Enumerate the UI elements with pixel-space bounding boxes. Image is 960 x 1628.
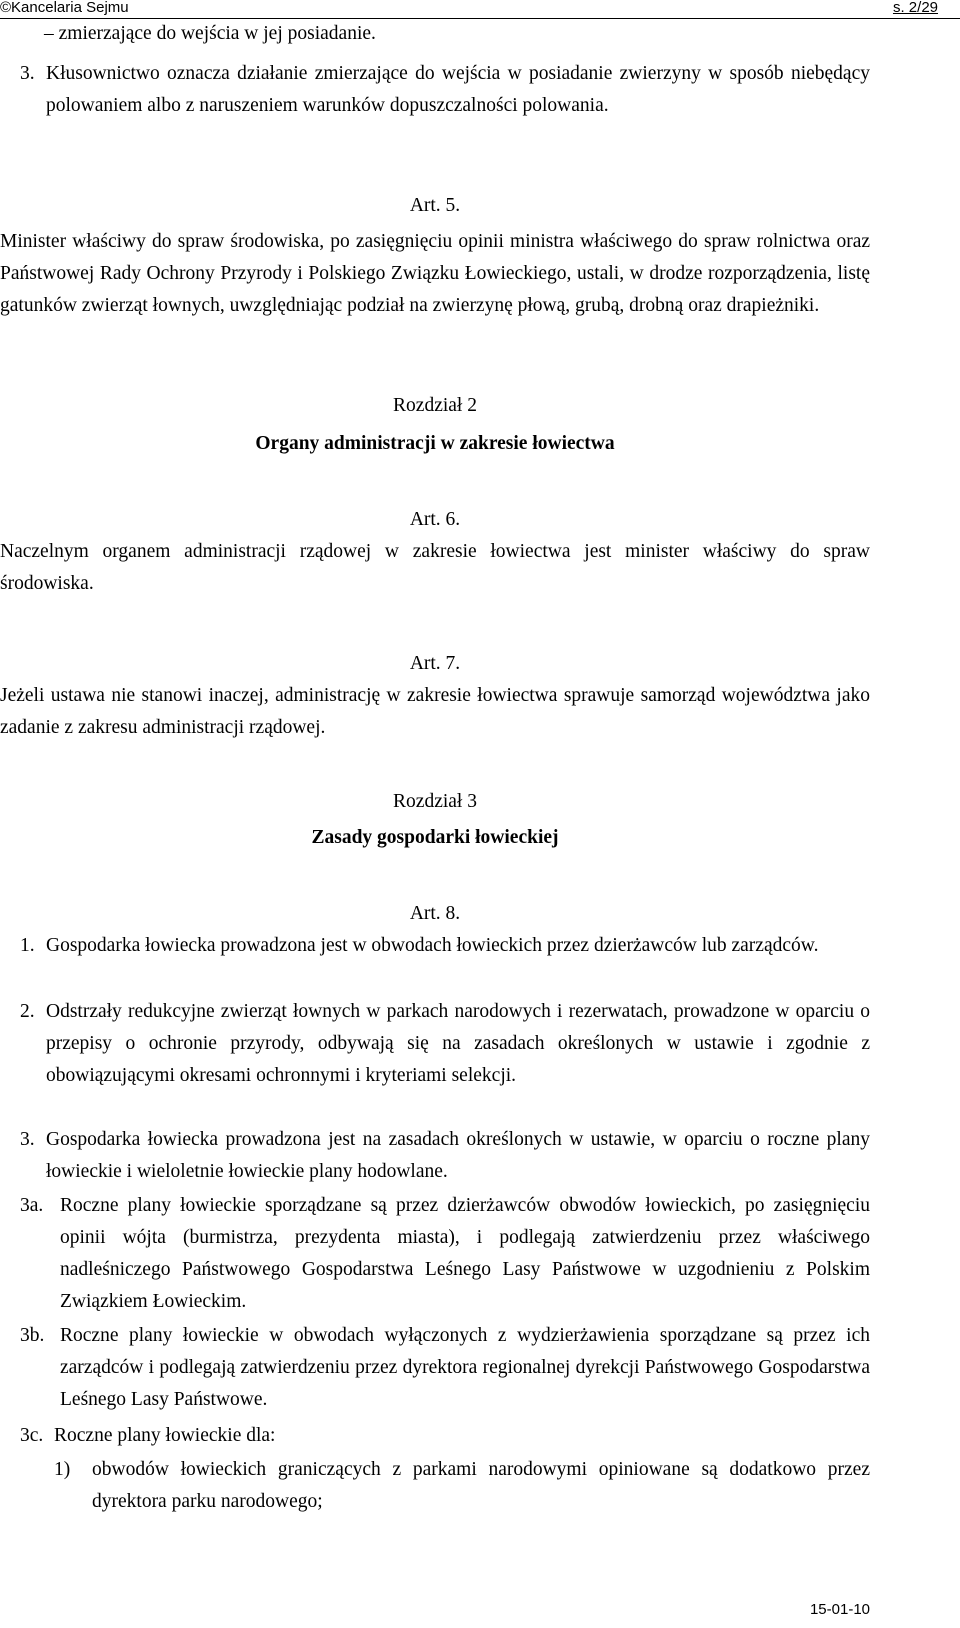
subitem-number: 1) [54,1459,71,1480]
intro-item-3 [20,58,870,122]
item-text: Kłusownictwo oznacza działanie zmierzające do wejścia w posiadanie zwierzyny w sposób niebędący polowaniem albo z naruszeniem warunków dopuszczalności polowania. [46,63,870,116]
header-source: ©Kancelaria Sejmu [0,0,129,16]
item-text: Gospodarka łowiecka prowadzona jest na zasadach określonych w ustawie, w oparciu o roczne plany łowieckie i wieloletnie łowieckie plany hodowlane. [46,1129,870,1182]
item-text: Roczne plany łowieckie w obwodach wyłączonych z wydzierżawienia sporządzane są przez ich zarządców i podlegają zatwierdzeniu przez dyrektora regionalnej dyrekcji Państwowego Gospodarstwa Leśnego Lasy Państwowe. [60,1325,870,1410]
art-8-item [20,1420,870,1452]
art-5-heading: Art. 5. [409,195,461,216]
art-7-text: Jeżeli ustawa nie stanowi inaczej, administrację w zakresie łowiectwa sprawuje samorząd województwa jako zadanie z zakresu administracji rządowej. [0,685,870,738]
art-8-item [20,996,870,1092]
chapter-3-title: Zasady gospodarki łowieckiej [311,827,559,848]
item-text: Roczne plany łowieckie dla: [54,1425,276,1446]
item-text: Roczne plany łowieckie sporządzane są przez dzierżawców obwodów łowieckich, po zasięgnięciu opinii wójta (burmistrza, prezydenta miasta), i podlegają zatwierdzeniu przez właściwego nadleśniczego Państwowego Gospodarstwa Leśnego Lasy Państwowe w uzgodnieniu z Polskim Związkiem Łowieckim. [60,1195,870,1312]
art-7-heading: Art. 7. [409,653,461,674]
art-6-text: Naczelnym organem administracji rządowej w zakresie łowiectwa jest minister właściwy do spraw środowiska. [0,541,870,594]
item-number: 3. [20,1129,35,1150]
art-8-heading: Art. 8. [409,903,461,924]
chapter-3-label: Rozdział 3 [393,791,477,812]
item-number: 3c. [20,1425,44,1446]
art-8-item [20,1320,870,1416]
item-text: Odstrzały redukcyjne zwierząt łownych w parkach narodowych i rezerwatach, prowadzone w oparciu o przepisy o ochronie przyrody, odbywają się na zasadach określonych w ustawie i zgodnie z obowiązującymi okresami ochronnymi i kryteriami selekcji. [46,1001,870,1086]
item-number: 3a. [20,1195,44,1216]
art-8-item [20,1190,870,1318]
subitem-text: obwodów łowieckich graniczących z parkami narodowymi opiniowane są dodatkowo przez dyrektora parku narodowego; [92,1459,870,1512]
item-number: 2. [20,1001,35,1022]
art-8-item [20,930,870,962]
page-header [0,0,960,19]
header-page-number: s. 2/29 [892,0,938,16]
item-number: 3b. [20,1325,45,1346]
item-text: Gospodarka łowiecka prowadzona jest w obwodach łowieckich przez dzierżawców lub zarządców. [46,935,819,956]
continuation-line: – zmierzające do wejścia w jej posiadanie. [44,23,376,44]
item-number: 1. [20,935,35,956]
art-8-subitem [54,1454,870,1518]
footer-date: 15-01-10 [809,1601,870,1618]
chapter-2-title: Organy administracji w zakresie łowiectwa [255,433,615,454]
item-number: 3. [20,63,35,84]
art-5-text: Minister właściwy do spraw środowiska, po zasięgnięciu opinii ministra właściwego do spraw rolnictwa oraz Państwowej Rady Ochrony Przyrody i Polskiego Związku Łowieckiego, ustali, w drodze rozporządzenia, listę gatunków zwierząt łownych, uwzględniając podział na zwierzynę płową, grubą, drobną oraz drapieżniki. [0,231,870,316]
chapter-2-label: Rozdział 2 [393,395,477,416]
art-6-heading: Art. 6. [409,509,461,530]
art-8-item [20,1124,870,1188]
